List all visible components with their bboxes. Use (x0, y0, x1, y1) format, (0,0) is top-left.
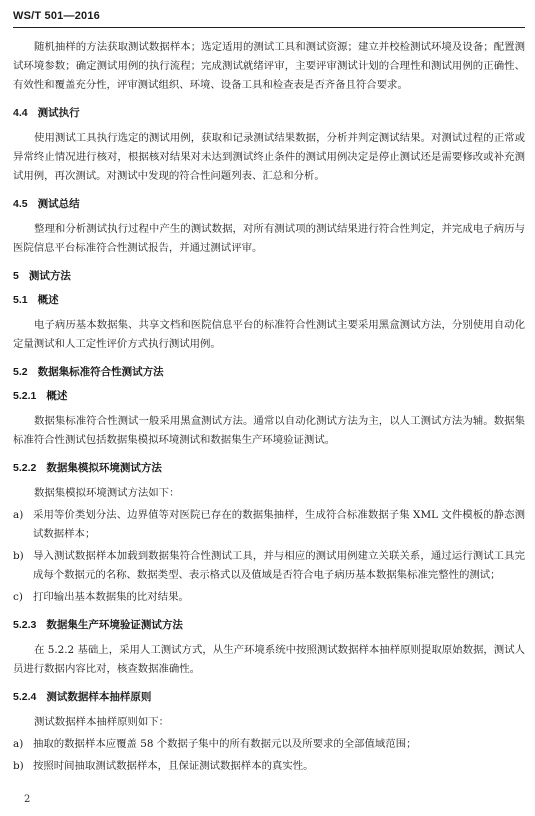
section-4-4-heading (13, 105, 525, 121)
list-item (13, 506, 525, 544)
section-5-1-heading (13, 292, 525, 308)
section-4-5-paragraph: 整理和分析测试执行过程中产生的测试数据，对所有测试项的测试结果进行符合性判定，并完成电子病历与医院信息平台标准符合性测试报告，并通过测试评审。 (13, 223, 525, 254)
section-title: 概述 (37, 294, 59, 306)
header-divider (13, 27, 525, 28)
list-item-text: 导入测试数据样本加载到数据集符合性测试工具，并与相应的测试用例建立关联关系，通过运行测试工具完成每个数据元的名称、数据类型、表示格式以及值域是否符合电子病历基本数据集标准完整性的测试； (33, 550, 525, 581)
list-item (13, 757, 525, 776)
standard-id-header: WS/T 501—2016 (13, 10, 100, 22)
list-marker: a) (13, 738, 24, 750)
list-marker: b) (13, 760, 24, 772)
section-title: 测试总结 (37, 198, 80, 210)
section-5-2-1-heading (13, 388, 525, 404)
intro-paragraph: 随机抽样的方法获取测试数据样本；选定适用的测试工具和测试资源；建立并校检测试环境及设备；配置测试环境参数；确定测试用例的执行流程；完成测试就绪评审，主要评审测试计划的合理性和测试用例的正确性、有效性和覆盖充分性，评审测试组织、环境、设备工具和检查表是否齐备且符合要求。 (13, 41, 525, 91)
section-number: 5.2 (13, 366, 28, 378)
list-item (13, 547, 525, 585)
list-marker: b) (13, 550, 24, 562)
page-number: 2 (24, 794, 31, 805)
section-number: 4.5 (13, 198, 28, 210)
section-5-2-4-heading (13, 689, 525, 705)
list-item-text: 采用等价类划分法、边界值等对医院已存在的数据集抽样，生成符合标准数据子集 XML 文件模板的静态测试数据样本； (33, 509, 525, 540)
list-item (13, 735, 525, 754)
section-5-2-heading (13, 364, 525, 380)
section-5-heading (13, 268, 525, 284)
section-number: 5.2.2 (13, 462, 37, 474)
list-item-text: 抽取的数据样本应覆盖 58 个数据子集中的所有数据元以及所要求的全部值域范围； (33, 738, 417, 750)
list-item (13, 588, 525, 607)
section-title: 数据集标准符合性测试方法 (37, 366, 164, 378)
section-number: 5.2.3 (13, 619, 37, 631)
section-number: 5.2.1 (13, 390, 37, 402)
section-5-2-2-intro: 数据集模拟环境测试方法如下： (34, 487, 180, 499)
list-item-text: 按照时间抽取测试数据样本，且保证测试数据样本的真实性。 (33, 760, 314, 772)
section-5-2-4-intro: 测试数据样本抽样原则如下： (34, 716, 170, 728)
section-number: 4.4 (13, 107, 28, 119)
section-5-2-1-paragraph: 数据集标准符合性测试一般采用黑盒测试方法。通常以自动化测试方法为主，以人工测试方法为辅。数据集标准符合性测试包括数据集模拟环境测试和数据集生产环境验证测试。 (13, 415, 525, 446)
section-4-4-paragraph: 使用测试工具执行选定的测试用例，获取和记录测试结果数据，分析并判定测试结果。对测试过程的正常或异常终止情况进行核对，根据核对结果对未达到测试终止条件的测试用例决定是停止测试还是需要修改或补充测试用例，再次测试。对测试中发现的符合性问题列表、汇总和分析。 (13, 132, 525, 182)
section-5-2-2-heading (13, 460, 525, 476)
section-number: 5 (13, 270, 19, 282)
list-marker: c) (13, 591, 23, 603)
section-5-1-paragraph: 电子病历基本数据集、共享文档和医院信息平台的标准符合性测试主要采用黑盒测试方法，分别使用自动化定量测试和人工定性评价方式执行测试用例。 (13, 319, 525, 350)
section-title: 数据集模拟环境测试方法 (46, 462, 162, 474)
document-body (13, 38, 525, 779)
section-5-2-3-heading (13, 617, 525, 633)
section-title: 测试方法 (28, 270, 71, 282)
section-title: 概述 (46, 390, 68, 402)
section-number: 5.2.4 (13, 691, 37, 703)
section-title: 测试执行 (37, 107, 80, 119)
list-item-text: 打印输出基本数据集的比对结果。 (33, 591, 189, 603)
section-4-5-heading (13, 196, 525, 212)
section-title: 数据集生产环境验证测试方法 (46, 619, 183, 631)
list-marker: a) (13, 509, 24, 521)
section-number: 5.1 (13, 294, 28, 306)
section-title: 测试数据样本抽样原则 (46, 691, 152, 703)
section-5-2-3-paragraph: 在 5.2.2 基础上，采用人工测试方式，从生产环境系统中按照测试数据样本抽样原则提取原始数据，测试人员进行数据内容比对，核查数据准确性。 (13, 644, 525, 675)
